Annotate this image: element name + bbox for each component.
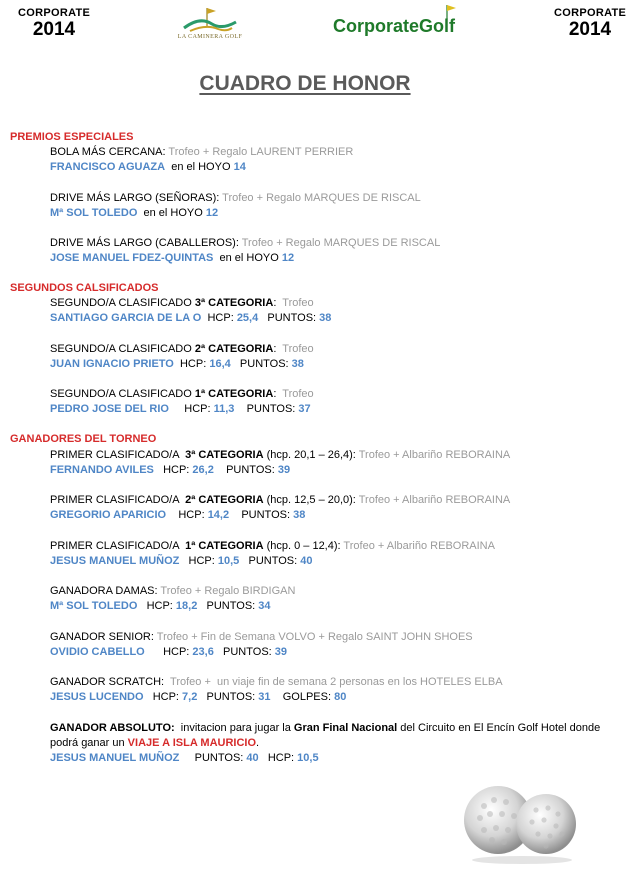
hcp-range: (hcp. 12,5 – 20,0): xyxy=(263,494,356,506)
award-label: GANADOR SCRATCH: xyxy=(50,676,165,688)
winner-line-primero-cat1 xyxy=(50,555,312,567)
corporate-2014-badge-right xyxy=(554,8,626,39)
points-label: PUNTOS: xyxy=(239,555,301,567)
award-line-primero-cat3 xyxy=(50,449,510,461)
golf-flag-icon xyxy=(170,4,250,36)
hcp-value: 11,3 xyxy=(213,403,235,415)
winner-name: JESUS MANUEL MUÑOZ xyxy=(50,555,180,567)
award-prize: Trofeo + Albariño REBORAINA xyxy=(355,494,511,506)
page-title: CUADRO DE HONOR xyxy=(199,72,411,95)
winner-name: FERNANDO AVILES xyxy=(50,464,154,476)
award-line-absoluto-2 xyxy=(50,737,259,749)
award-label: GANADOR SENIOR: xyxy=(50,631,154,643)
hcp-label: HCP: xyxy=(144,646,193,658)
points-value: 34 xyxy=(258,600,271,612)
points-value: 38 xyxy=(291,358,304,370)
hcp-value: 25,4 xyxy=(236,312,259,324)
section-premios-especiales: PREMIOS ESPECIALES xyxy=(10,131,134,143)
award-prize: Trofeo + Regalo MARQUES DE RISCAL xyxy=(219,192,421,204)
hcp-label: HCP: xyxy=(169,403,214,415)
award-prize: Trofeo + Albariño REBORAINA xyxy=(355,449,511,461)
la-caminera-golf-logo xyxy=(170,4,250,44)
corporate-2014-badge-left xyxy=(18,8,90,39)
award-label: DRIVE MÁS LARGO (CABALLEROS): xyxy=(50,237,239,249)
category: 3ª CATEGORIA xyxy=(194,297,274,309)
award-line-segundo-cat2 xyxy=(50,343,314,355)
points-value: 40 xyxy=(246,752,259,764)
award-prize: Trofeo xyxy=(276,297,314,309)
award-line-segundo-cat1 xyxy=(50,388,314,400)
hcp-label: HCP: xyxy=(258,752,298,764)
winner-name: Mª SOL TOLEDO xyxy=(50,207,138,219)
strokes-label: GOLPES: xyxy=(270,691,335,703)
points-value: 40 xyxy=(300,555,313,567)
absoluto-text: invitacion para jugar la xyxy=(174,722,294,734)
golf-balls-icon xyxy=(462,776,582,864)
points-value: 37 xyxy=(298,403,311,415)
strokes-value: 80 xyxy=(334,691,347,703)
points-label: PUNTOS: xyxy=(258,312,320,324)
hcp-label: HCP: xyxy=(179,555,218,567)
winner-name: Mª SOL TOLEDO xyxy=(50,600,138,612)
winner-line-segundo-cat2 xyxy=(50,358,304,370)
points-label: PUNTOS: xyxy=(179,752,247,764)
absoluto-text: del Circuito en El Encín Golf Hotel donde xyxy=(397,722,601,734)
hcp-value: 14,2 xyxy=(207,509,230,521)
section-ganadores-torneo: GANADORES DEL TORNEO xyxy=(10,433,157,445)
hcp-label: HCP: xyxy=(153,464,193,476)
award-prize: Trofeo xyxy=(276,343,314,355)
points-label: PUNTOS: xyxy=(197,600,259,612)
viaje-mauricio: VIAJE A ISLA MAURICIO xyxy=(127,737,257,749)
award-line-absoluto xyxy=(50,722,600,734)
winner-name: JUAN IGNACIO PRIETO xyxy=(50,358,174,370)
hcp-value: 18,2 xyxy=(175,600,198,612)
award-line-primero-cat1 xyxy=(50,540,495,552)
points-value: 39 xyxy=(274,646,288,658)
award-label: SEGUNDO/A CLASIFICADO xyxy=(50,343,195,355)
winner-line-damas xyxy=(50,600,271,612)
award-line-primero-cat2 xyxy=(50,494,510,506)
award-prize: Trofeo + Regalo MARQUES DE RISCAL xyxy=(238,237,441,249)
category: 2ª CATEGORIA xyxy=(194,343,274,355)
category: 1ª CATEGORIA xyxy=(194,388,274,400)
points-label: PUNTOS: xyxy=(234,403,299,415)
corporate-label: CORPORATE xyxy=(18,7,91,19)
hcp-label: HCP: xyxy=(137,600,176,612)
points-label: PUNTOS: xyxy=(213,464,278,476)
category: 3ª CATEGORIA xyxy=(185,449,264,461)
absoluto-text: . xyxy=(256,737,260,749)
award-line-senior xyxy=(50,631,473,643)
colon: : xyxy=(273,388,277,400)
logo-part-golf: Golf xyxy=(419,16,456,36)
hoyo-number: 12 xyxy=(281,252,295,264)
award-prize: Trofeo + Fin de Semana VOLVO + Regalo SAINT JOHN SHOES xyxy=(153,631,473,643)
winner-line-scratch xyxy=(50,691,346,703)
winner-line-segundo-cat1 xyxy=(50,403,311,415)
award-label: GANADORA DAMAS: xyxy=(50,585,158,597)
logo-part-corporate: Corporate xyxy=(333,16,420,36)
award-label: PRIMER CLASIFICADO/A xyxy=(50,540,186,552)
winner-name: PEDRO JOSE DEL RIO xyxy=(50,403,169,415)
flag-icon xyxy=(445,4,457,20)
award-prize: Trofeo + Regalo BIRDIGAN xyxy=(157,585,296,597)
points-label: PUNTOS: xyxy=(230,358,292,370)
award-label: PRIMER CLASIFICADO/A xyxy=(50,494,186,506)
award-label: BOLA MÁS CERCANA: xyxy=(50,146,166,158)
winner-line-drive-caballeros xyxy=(50,252,294,264)
section-segundos-clasificados: SEGUNDOS CALSIFICADOS xyxy=(10,282,159,294)
points-value: 39 xyxy=(277,464,291,476)
points-value: 38 xyxy=(319,312,332,324)
points-label: PUNTOS: xyxy=(213,646,275,658)
category: 1ª CATEGORIA xyxy=(185,540,264,552)
winner-name: OVIDIO CABELLO xyxy=(50,646,145,658)
award-line-segundo-cat3 xyxy=(50,297,314,309)
winner-line-bola xyxy=(50,161,246,173)
winner-name: SANTIAGO GARCIA DE LA O xyxy=(50,312,202,324)
award-line-bola xyxy=(50,146,353,158)
award-prize: Trofeo + un viaje fin de semana 2 personas en los HOTELES ELBA xyxy=(164,676,503,688)
award-line-damas xyxy=(50,585,295,597)
corporate-label: CORPORATE xyxy=(554,7,627,19)
hcp-value: 10,5 xyxy=(217,555,240,567)
hcp-value: 16,4 xyxy=(209,358,231,370)
award-label: SEGUNDO/A CLASIFICADO xyxy=(50,297,195,309)
winner-name: FRANCISCO AGUAZA xyxy=(50,161,166,173)
points-value: 31 xyxy=(258,691,271,703)
hcp-range: (hcp. 0 – 12,4): xyxy=(263,540,341,552)
award-label: DRIVE MÁS LARGO (SEÑORAS): xyxy=(50,192,220,204)
hcp-label: HCP: xyxy=(143,691,183,703)
hoyo-number: 14 xyxy=(233,161,246,173)
gran-final: Gran Final Nacional xyxy=(293,722,398,734)
award-label: PRIMER CLASIFICADO/A xyxy=(50,449,186,461)
winner-name: GREGORIO APARICIO xyxy=(50,509,167,521)
hcp-range: (hcp. 20,1 – 26,4): xyxy=(263,449,356,461)
winner-name: JOSE MANUEL FDEZ-QUINTAS xyxy=(50,252,214,264)
winner-name: JESUS LUCENDO xyxy=(50,691,144,703)
winner-line-drive-senoras xyxy=(50,207,218,219)
winner-line-absoluto xyxy=(50,752,319,764)
hcp-value: 10,5 xyxy=(297,752,319,764)
hoyo-number: 12 xyxy=(205,207,219,219)
award-line-drive-caballeros xyxy=(50,237,440,249)
hoyo-label: en el HOYO xyxy=(213,252,282,264)
award-prize: Trofeo + Albariño REBORAINA xyxy=(340,540,495,552)
corporate-year: 2014 xyxy=(32,19,76,40)
hcp-label: HCP: xyxy=(173,358,210,370)
colon: : xyxy=(273,297,277,309)
hoyo-label: en el HOYO xyxy=(137,207,206,219)
hcp-label: HCP: xyxy=(201,312,237,324)
category: 2ª CATEGORIA xyxy=(185,494,264,506)
winner-line-primero-cat2 xyxy=(50,509,305,521)
hcp-value: 26,2 xyxy=(192,464,214,476)
award-line-drive-senoras xyxy=(50,192,421,204)
corporate-year: 2014 xyxy=(568,19,612,40)
award-line-scratch xyxy=(50,676,503,688)
winner-name: JESUS MANUEL MUÑOZ xyxy=(50,752,180,764)
award-prize: Trofeo xyxy=(276,388,314,400)
hcp-value: 7,2 xyxy=(182,691,198,703)
hcp-label: HCP: xyxy=(166,509,208,521)
hcp-value: 23,6 xyxy=(192,646,214,658)
points-label: PUNTOS: xyxy=(197,691,259,703)
points-value: 38 xyxy=(293,509,306,521)
absoluto-text: podrá ganar un xyxy=(50,737,128,749)
points-label: PUNTOS: xyxy=(229,509,294,521)
corporate-golf-logo xyxy=(333,16,455,37)
hoyo-label: en el HOYO xyxy=(165,161,234,173)
winner-line-primero-cat3 xyxy=(50,464,290,476)
award-prize: Trofeo + Regalo LAURENT PERRIER xyxy=(165,146,354,158)
winner-line-senior xyxy=(50,646,287,658)
award-label: GANADOR ABSOLUTO: xyxy=(50,722,175,734)
winner-line-segundo-cat3 xyxy=(50,312,331,324)
award-label: SEGUNDO/A CLASIFICADO xyxy=(50,388,195,400)
caminera-logo-text: LA CAMINERA GOLF xyxy=(177,34,243,40)
colon: : xyxy=(273,343,277,355)
